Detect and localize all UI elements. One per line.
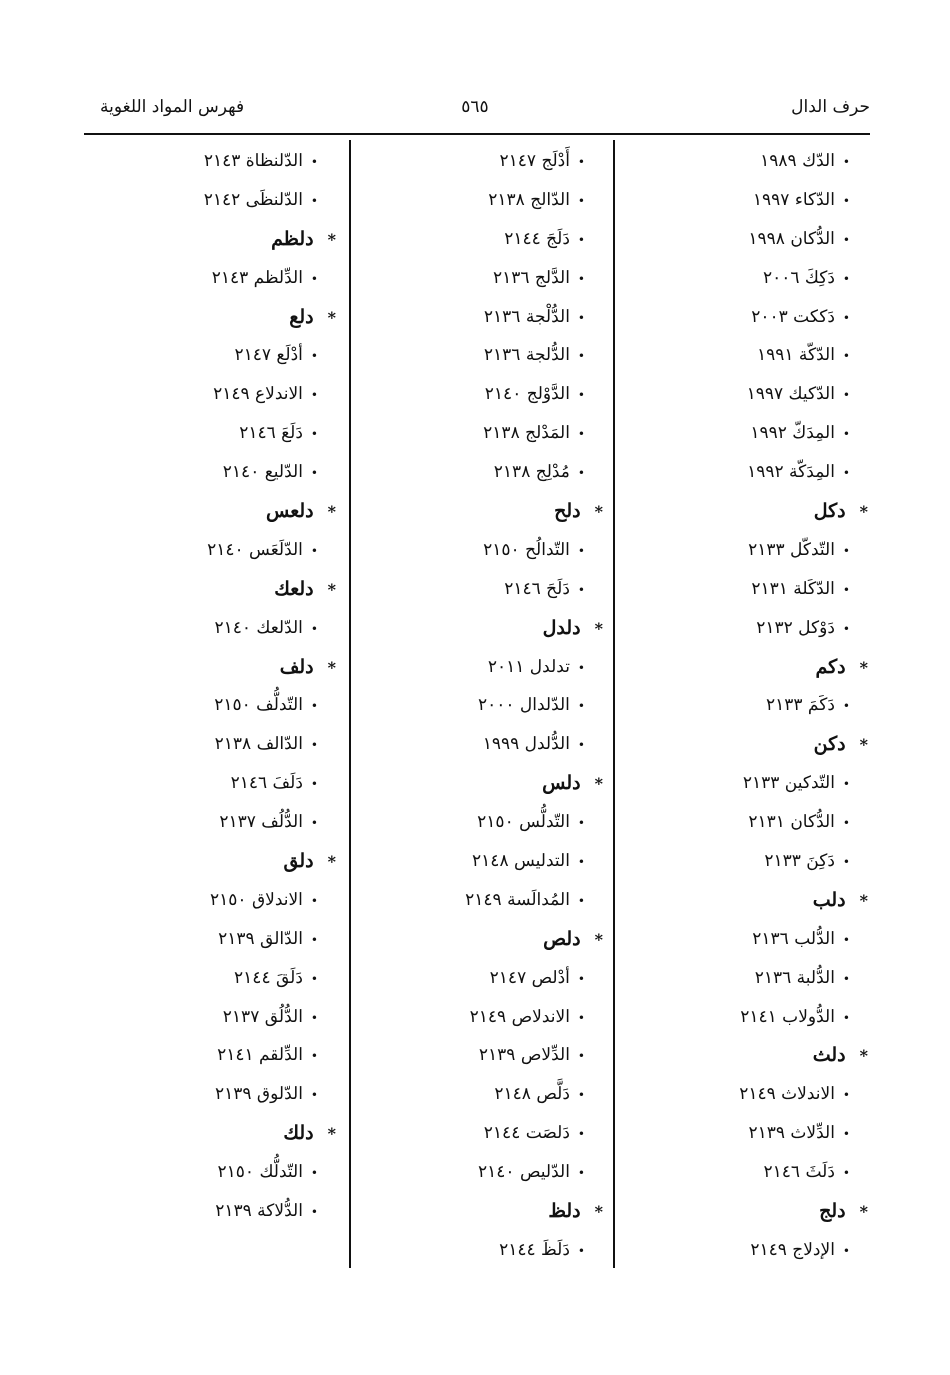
asterisk-icon: * [327, 1124, 336, 1144]
bullet-icon: • [842, 388, 850, 403]
bullet-icon: • [842, 543, 850, 558]
bullet-icon: • [577, 1049, 585, 1064]
asterisk-icon: * [594, 1202, 603, 1222]
root-heading-text: دلح [554, 500, 581, 523]
bullet-icon: • [577, 155, 585, 169]
index-entry [88, 1192, 318, 1231]
bullet-icon: • [842, 232, 850, 247]
root-heading [345, 920, 603, 959]
bullet-icon: • [310, 1049, 318, 1064]
root-heading [345, 1192, 603, 1231]
asterisk-icon: * [859, 502, 868, 522]
index-entry-text: التّدالُح ٢١٥٠ [483, 539, 570, 560]
root-heading-text: دلث [812, 1044, 846, 1067]
index-entry-text: مُدْلِج ٢١٣٨ [493, 462, 570, 483]
bullet-icon: • [577, 232, 585, 247]
root-heading-text: دلج [819, 1200, 846, 1223]
index-entry [345, 725, 585, 764]
bullet-icon: • [310, 1166, 318, 1181]
index-entry-text: الاندلاق ٢١٥٠ [210, 889, 303, 910]
index-entry-text: الدّلنظَى ٢١٤٢ [203, 189, 303, 210]
bullet-icon: • [842, 816, 850, 831]
index-entry-text: الدُّولاب ٢١٤١ [740, 1006, 835, 1027]
index-entry-text: الاندلاع ٢١٤٩ [213, 384, 303, 405]
index-entry [610, 1075, 850, 1114]
index-entry [610, 686, 850, 725]
asterisk-icon: * [859, 1046, 868, 1066]
asterisk-icon: * [594, 774, 603, 794]
bullet-icon: • [310, 893, 318, 908]
index-entry [610, 531, 850, 570]
index-entry-text: التّدكّل ٢١٣٣ [748, 539, 835, 560]
index-entry-text: الدّلدال ٢٠٠٠ [477, 695, 570, 716]
asterisk-icon: * [859, 1202, 868, 1222]
bullet-icon: • [310, 1010, 318, 1025]
root-heading-text: دلعك [274, 577, 314, 600]
bullet-icon: • [577, 388, 585, 403]
index-entry [610, 842, 850, 881]
index-entry-text: الدِّلظم ٢١٤٣ [211, 267, 303, 288]
index-entry-text: الدّلعك ٢١٤٠ [214, 617, 303, 638]
bullet-icon: • [577, 349, 585, 364]
index-entry-text: الدّلوق ٢١٣٩ [215, 1084, 303, 1105]
index-entry [345, 1153, 585, 1192]
index-entry-text: الدَّوْلج ٢١٤٠ [484, 384, 570, 405]
index-entry-text: الدُّلدل ١٩٩٩ [482, 734, 570, 755]
index-entry-text: دَلصَت ٢١٤٤ [483, 1123, 570, 1144]
index-entry-text: المَدْلج ٢١٣٨ [483, 423, 570, 444]
index-entry-text: تدلدل ٢٠١١ [487, 656, 570, 677]
index-entry-text: الدّكاء ١٩٩٧ [752, 189, 835, 210]
index-entry [345, 686, 585, 725]
index-entry [610, 570, 850, 609]
bullet-icon: • [577, 738, 585, 753]
index-entry-text: دَلَقَ ٢١٤٤ [234, 967, 303, 988]
root-heading-text: دلدل [542, 616, 581, 639]
root-heading-text: دكم [815, 655, 846, 678]
page-number: ٥٦٥ [461, 97, 489, 117]
index-entry-text: دَلَحَ ٢١٤٦ [504, 578, 570, 599]
index-entry [88, 1075, 318, 1114]
index-entry [610, 453, 850, 492]
index-entry-text: الاندلاث ٢١٤٩ [739, 1084, 835, 1105]
bullet-icon: • [842, 855, 850, 870]
index-entry [88, 414, 318, 453]
root-heading [610, 1036, 868, 1075]
index-entry [88, 1153, 318, 1192]
index-entry [345, 298, 585, 337]
bullet-icon: • [842, 1243, 850, 1258]
index-entry [345, 803, 585, 842]
asterisk-icon: * [327, 502, 336, 522]
bullet-icon: • [577, 971, 585, 986]
index-entry-text: دَلَجَ ٢١٤٤ [504, 228, 570, 249]
index-entry [610, 259, 850, 298]
asterisk-icon: * [327, 229, 336, 249]
index-entry-text: المِدَكّ ١٩٩٢ [750, 423, 835, 444]
index-entry [88, 725, 318, 764]
bullet-icon: • [842, 932, 850, 947]
index-entry [345, 1231, 585, 1270]
index-entry-text: الدُّلُف ٢١٣٧ [219, 812, 303, 833]
bullet-icon: • [310, 155, 318, 169]
bullet-icon: • [577, 1166, 585, 1181]
root-heading-text: دكن [813, 733, 846, 756]
root-heading-text: دلق [283, 850, 314, 873]
bullet-icon: • [842, 582, 850, 597]
bullet-icon: • [310, 543, 318, 558]
index-entry [345, 1075, 585, 1114]
bullet-icon: • [842, 1088, 850, 1103]
bullet-icon: • [577, 1243, 585, 1258]
index-entry-text: دَككت ٢٠٠٣ [751, 306, 835, 327]
index-entry-text: الدَّلج ٢١٣٦ [493, 267, 570, 288]
root-heading-text: دلب [812, 888, 846, 911]
index-entry-text: الدّلَعَس ٢١٤٠ [207, 539, 303, 560]
root-heading-text: دلعس [265, 500, 314, 523]
index-entry-text: الدُّلُق ٢١٣٧ [222, 1006, 303, 1027]
index-entry-text: التدليس ٢١٤٨ [472, 851, 570, 872]
index-entry [610, 920, 850, 959]
index-entry-text: الدّالج ٢١٣٨ [488, 189, 570, 210]
index-entry-text: الدُّكان ١٩٩٨ [748, 228, 835, 249]
asterisk-icon: * [327, 852, 336, 872]
header-rule [84, 133, 870, 135]
bullet-icon: • [842, 466, 850, 481]
bullet-icon: • [577, 816, 585, 831]
bullet-icon: • [577, 1010, 585, 1025]
index-entry-text: الدِّلاث ٢١٣٩ [748, 1123, 835, 1144]
bullet-icon: • [310, 699, 318, 714]
index-entry-text: الدِّلقم ٢١٤١ [217, 1045, 303, 1066]
index-entry-text: الدُّلب ٢١٣٦ [752, 928, 835, 949]
index-entry-text: الدّلنظاة ٢١٤٣ [203, 151, 303, 171]
bullet-icon: • [310, 932, 318, 947]
index-entry-text: دَكَمَ ٢١٣٣ [766, 695, 835, 716]
index-entry [610, 998, 850, 1037]
bullet-icon: • [842, 699, 850, 714]
bullet-icon: • [577, 660, 585, 675]
index-entry-text: التّدكين ٢١٣٣ [742, 773, 835, 794]
bullet-icon: • [842, 1010, 850, 1025]
bullet-icon: • [842, 1127, 850, 1142]
index-entry [88, 881, 318, 920]
root-heading-text: دكل [813, 500, 846, 523]
bullet-icon: • [577, 466, 585, 481]
bullet-icon: • [310, 271, 318, 286]
index-entry [610, 959, 850, 998]
bullet-icon: • [842, 155, 850, 169]
root-heading [610, 725, 868, 764]
index-entry [88, 803, 318, 842]
bullet-icon: • [842, 193, 850, 208]
bullet-icon: • [842, 271, 850, 286]
root-heading [610, 492, 868, 531]
index-entry [345, 648, 585, 687]
root-heading [610, 648, 868, 687]
asterisk-icon: * [594, 502, 603, 522]
index-entry [88, 181, 318, 220]
root-heading [610, 881, 868, 920]
index-entry [88, 959, 318, 998]
index-entry [88, 686, 318, 725]
bullet-icon: • [577, 271, 585, 286]
index-entry-text: الدُّلاكة ٢١٣٩ [215, 1201, 303, 1222]
index-entry [88, 142, 318, 181]
index-entry [88, 375, 318, 414]
root-heading [88, 842, 336, 881]
index-entry [88, 531, 318, 570]
index-entry [610, 1231, 850, 1270]
bullet-icon: • [310, 193, 318, 208]
index-entry-text: دَكِنَ ٢١٣٣ [764, 851, 835, 872]
index-entry-text: أدْلص ٢١٤٧ [489, 967, 570, 988]
bullet-icon: • [577, 427, 585, 442]
bullet-icon: • [577, 855, 585, 870]
root-heading [345, 492, 603, 531]
bullet-icon: • [310, 816, 318, 831]
index-entry [345, 259, 585, 298]
index-entry [345, 220, 585, 259]
index-entry-text: التّدلُّف ٢١٥٠ [214, 695, 303, 716]
index-entry-text: الدّك ١٩٨٩ [760, 151, 835, 171]
index-entry-text: التّدلُّس ٢١٥٠ [477, 812, 570, 833]
root-heading [610, 1192, 868, 1231]
bullet-icon: • [310, 777, 318, 792]
index-entry-text: دَلَعَ ٢١٤٦ [239, 423, 303, 444]
chapter-title: حرف الدال [791, 97, 870, 117]
index-entry [610, 181, 850, 220]
bullet-icon: • [310, 1205, 318, 1220]
root-heading-text: دلظم [271, 227, 314, 250]
bullet-icon: • [577, 543, 585, 558]
index-entry-text: دَلَظَ ٢١٤٤ [499, 1239, 570, 1260]
root-heading-text: دلس [542, 772, 581, 795]
index-entry-text: دَلَّص ٢١٤٨ [494, 1084, 570, 1105]
root-heading-text: دلظ [548, 1200, 581, 1223]
index-entry-text: الإدلاج ٢١٤٩ [750, 1239, 835, 1260]
bullet-icon: • [310, 621, 318, 636]
root-heading-text: دلك [283, 1122, 314, 1145]
bullet-icon: • [577, 699, 585, 714]
index-entry [610, 298, 850, 337]
bullet-icon: • [310, 466, 318, 481]
index-entry [610, 375, 850, 414]
bullet-icon: • [310, 427, 318, 442]
index-title: فهرس المواد اللغوية [100, 97, 245, 117]
index-entry [345, 570, 585, 609]
index-column-right [610, 142, 868, 1270]
bullet-icon: • [577, 310, 585, 325]
index-column-left [88, 142, 336, 1231]
index-entry-text: دَوْكل ٢١٣٢ [756, 617, 835, 638]
index-entry-text: الدّكّة ١٩٩١ [756, 345, 835, 366]
index-entry [88, 259, 318, 298]
index-entry-text: الدّالف ٢١٣٨ [214, 734, 303, 755]
bullet-icon: • [577, 193, 585, 208]
index-entry [345, 1114, 585, 1153]
index-entry [345, 142, 585, 181]
index-entry [88, 609, 318, 648]
asterisk-icon: * [327, 579, 336, 599]
bullet-icon: • [310, 971, 318, 986]
index-entry [345, 881, 585, 920]
bullet-icon: • [310, 349, 318, 364]
index-entry [88, 920, 318, 959]
index-entry-text: دَلَثَ ٢١٤٦ [763, 1162, 835, 1183]
bullet-icon: • [842, 971, 850, 986]
index-entry [345, 375, 585, 414]
index-entry [88, 1036, 318, 1075]
root-heading [88, 220, 336, 259]
asterisk-icon: * [859, 735, 868, 755]
index-entry-text: دَلَفَ ٢١٤٦ [230, 773, 303, 794]
index-entry-text: الدُّكان ٢١٣١ [748, 812, 835, 833]
root-heading [88, 298, 336, 337]
index-entry [88, 453, 318, 492]
bullet-icon: • [310, 738, 318, 753]
root-heading-text: دلع [289, 305, 314, 328]
bullet-icon: • [842, 427, 850, 442]
index-entry [610, 336, 850, 375]
index-entry-text: التّدلُّك ٢١٥٠ [217, 1162, 303, 1183]
index-entry-text: الدّالق ٢١٣٩ [218, 928, 303, 949]
bullet-icon: • [842, 349, 850, 364]
index-entry [610, 414, 850, 453]
index-entry [345, 414, 585, 453]
page-header [80, 92, 870, 126]
asterisk-icon: * [594, 618, 603, 638]
root-heading [88, 1114, 336, 1153]
asterisk-icon: * [327, 307, 336, 327]
index-entry [610, 1153, 850, 1192]
bullet-icon: • [577, 1127, 585, 1142]
index-entry-text: دَكِكَ ٢٠٠٦ [762, 267, 835, 288]
asterisk-icon: * [859, 657, 868, 677]
bullet-icon: • [310, 388, 318, 403]
index-entry [345, 1036, 585, 1075]
index-entry [610, 803, 850, 842]
asterisk-icon: * [594, 929, 603, 949]
index-entry [345, 959, 585, 998]
index-entry [345, 531, 585, 570]
index-entry-text: المِدَكّة ١٩٩٢ [747, 462, 835, 483]
asterisk-icon: * [327, 657, 336, 677]
index-entry-text: الدُّلْجة ٢١٣٦ [483, 306, 570, 327]
index-entry [345, 842, 585, 881]
bullet-icon: • [842, 1166, 850, 1181]
index-entry [610, 1114, 850, 1153]
root-heading [88, 570, 336, 609]
index-entry-text: أَدْلَج ٢١٤٧ [499, 151, 570, 171]
index-entry [345, 998, 585, 1037]
index-entry-text: الدِّلاص ٢١٣٩ [478, 1045, 570, 1066]
index-entry-text: الدّليع ٢١٤٠ [222, 462, 303, 483]
index-entry [88, 764, 318, 803]
bullet-icon: • [842, 310, 850, 325]
index-entry-text: الدّكيك ١٩٩٧ [746, 384, 835, 405]
root-heading [88, 492, 336, 531]
index-entry-text: الدّليص ٢١٤٠ [478, 1162, 570, 1183]
index-entry [345, 453, 585, 492]
index-entry [610, 764, 850, 803]
bullet-icon: • [577, 1088, 585, 1103]
index-column-middle [345, 142, 603, 1270]
index-entry-text: الاندلاص ٢١٤٩ [469, 1006, 570, 1027]
index-entry [345, 181, 585, 220]
index-entry-text: أدْلَع ٢١٤٧ [234, 345, 303, 366]
bullet-icon: • [577, 893, 585, 908]
root-heading-text: دلص [543, 927, 581, 950]
root-heading-text: دلف [279, 655, 314, 678]
bullet-icon: • [842, 777, 850, 792]
bullet-icon: • [842, 621, 850, 636]
bullet-icon: • [577, 582, 585, 597]
index-entry [610, 609, 850, 648]
root-heading [345, 764, 603, 803]
index-entry [88, 998, 318, 1037]
index-entry-text: المُدالَسة ٢١٤٩ [465, 889, 570, 910]
index-entry-text: الدّكَلة ٢١٣١ [751, 578, 835, 599]
index-entry [610, 142, 850, 181]
index-entry-text: الدُّلبة ٢١٣٦ [754, 967, 835, 988]
root-heading [345, 609, 603, 648]
index-entry [345, 336, 585, 375]
index-entry-text: الدُّلجة ٢١٣٦ [483, 345, 570, 366]
asterisk-icon: * [859, 890, 868, 910]
bullet-icon: • [310, 1088, 318, 1103]
index-entry [610, 220, 850, 259]
root-heading [88, 648, 336, 687]
index-entry [88, 336, 318, 375]
